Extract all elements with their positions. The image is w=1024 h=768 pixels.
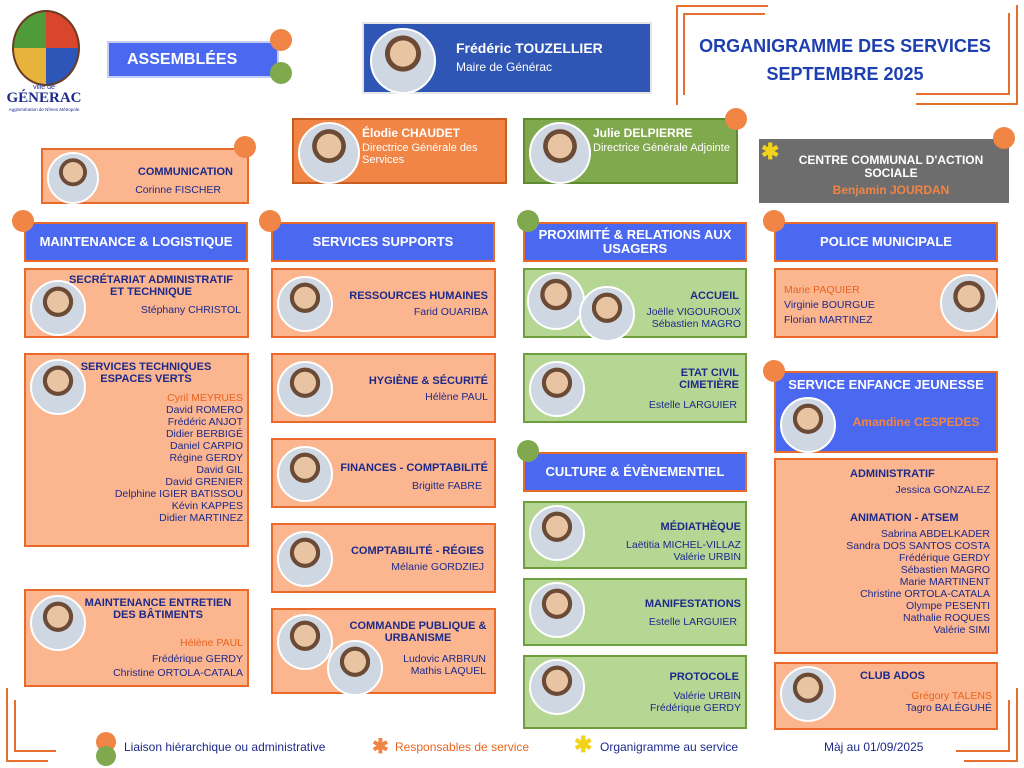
green-dot bbox=[270, 62, 292, 84]
rh-box bbox=[271, 268, 496, 338]
person-name: Didier MARTINEZ bbox=[159, 512, 243, 524]
commande-person-1: Ludovic ARBRUN bbox=[403, 653, 486, 665]
orange-dot bbox=[12, 210, 34, 232]
dgs-name: Élodie CHAUDET bbox=[362, 126, 461, 140]
commande-photo-2 bbox=[327, 640, 383, 696]
regies-photo bbox=[277, 531, 333, 587]
mediatheque-person-1: Laëtitia MICHEL-VILLAZ bbox=[626, 539, 741, 551]
orange-dot bbox=[993, 127, 1015, 149]
batiments-person-2: Christine ORTOLA-CATALA bbox=[113, 667, 243, 679]
page-title bbox=[680, 32, 1010, 88]
mayor-box bbox=[362, 22, 652, 94]
mediatheque-photo bbox=[529, 505, 585, 561]
commande-box bbox=[271, 608, 496, 694]
dgsa-box bbox=[523, 118, 738, 184]
person-name: Sabrina ABDELKADER bbox=[880, 528, 990, 540]
title-line2: SEPTEMBRE 2025 bbox=[766, 64, 924, 84]
techniques-lead: Cyril MEYRUES bbox=[167, 392, 243, 404]
person-name: Kévin KAPPES bbox=[171, 500, 243, 512]
police-box bbox=[774, 268, 998, 338]
batiments-lead: Hélène PAUL bbox=[180, 637, 243, 649]
mediatheque-title: MÉDIATHÈQUE bbox=[660, 521, 741, 533]
mayor-name: Frédéric TOUZELLIER bbox=[456, 40, 603, 56]
green-dot bbox=[517, 210, 539, 232]
accueil-person-1: Joëlle VIGOUROUX bbox=[646, 306, 741, 318]
person-name: Nathalie ROQUES bbox=[903, 612, 990, 624]
dgs-photo bbox=[298, 122, 360, 184]
etatcivil-title: ETAT CIVIL CIMETIÈRE bbox=[679, 367, 739, 391]
star-icon: ✱ bbox=[761, 139, 780, 164]
orange-dot bbox=[259, 210, 281, 232]
communication-title: COMMUNICATION bbox=[137, 166, 233, 178]
batiments-person-1: Frédérique GERDY bbox=[151, 653, 243, 665]
orange-dot bbox=[234, 136, 256, 158]
finances-title: FINANCES - COMPTABILITÉ bbox=[340, 462, 488, 474]
accueil-person-2: Sébastien MAGRO bbox=[651, 318, 741, 330]
secretariat-person: Stéphany CHRISTOL bbox=[140, 304, 241, 316]
communication-photo bbox=[47, 152, 99, 204]
batiments-box bbox=[24, 589, 249, 687]
hygiene-person: Hélène PAUL bbox=[425, 391, 488, 403]
rh-person: Farid OUARIBA bbox=[413, 306, 488, 318]
admin-person: Jessica GONZALEZ bbox=[895, 484, 990, 496]
logo-city: GÉNERAC bbox=[6, 90, 82, 106]
header-maintenance: MAINTENANCE & LOGISTIQUE bbox=[24, 222, 248, 262]
batiments-title: MAINTENANCE ENTRETIEN DES BÂTIMENTS bbox=[84, 597, 232, 621]
person-name: Didier BERBIGÉ bbox=[165, 428, 243, 440]
person-name: Christine ORTOLA-CATALA bbox=[860, 588, 990, 600]
assemblies-label: ASSEMBLÉES bbox=[127, 50, 238, 68]
techniques-title: SERVICES TECHNIQUES ESPACES VERTS bbox=[80, 361, 212, 385]
animation-title: ANIMATION - ATSEM bbox=[850, 512, 959, 524]
police-person-2: Florian MARTINEZ bbox=[784, 314, 873, 326]
person-name: Régine GERDY bbox=[169, 452, 243, 464]
hygiene-title: HYGIÈNE & SÉCURITÉ bbox=[368, 375, 488, 387]
finances-box bbox=[271, 438, 496, 508]
etatcivil-person: Estelle LARGUIER bbox=[648, 399, 737, 411]
person-name: Sandra DOS SANTOS COSTA bbox=[846, 540, 990, 552]
communication-person: Corinne FISCHER bbox=[135, 184, 221, 196]
mayor-photo bbox=[370, 28, 436, 94]
accueil-title: ACCUEIL bbox=[690, 290, 739, 302]
green-dot bbox=[517, 440, 539, 462]
regies-title: COMPTABILITÉ - RÉGIES bbox=[350, 545, 484, 557]
ados-box bbox=[774, 662, 998, 730]
dgsa-role: Directrice Générale Adjointe bbox=[593, 142, 730, 154]
person-name: David GRENIER bbox=[165, 476, 243, 488]
star-icon: ✱ bbox=[372, 736, 389, 758]
police-person-1: Virginie BOURGUE bbox=[784, 299, 875, 311]
person-name: Frédérique GERDY bbox=[898, 552, 990, 564]
ccas-title: CENTRE COMMUNAL D'ACTION SOCIALE bbox=[798, 153, 984, 180]
dgsa-name: Julie DELPIERRE bbox=[593, 126, 693, 140]
ados-person-1: Tagro BALÉGUHÉ bbox=[905, 702, 992, 714]
person-name: Olympe PESENTI bbox=[905, 600, 990, 612]
star-icon: ✱ bbox=[574, 732, 593, 757]
protocole-title: PROTOCOLE bbox=[669, 671, 739, 683]
legend-date: Màj au 01/09/2025 bbox=[824, 740, 924, 754]
header-police: POLICE MUNICIPALE bbox=[774, 222, 998, 262]
commande-photo-1 bbox=[277, 614, 333, 670]
protocole-person-1: Valérie URBIN bbox=[673, 690, 741, 702]
accueil-box bbox=[523, 268, 747, 338]
ccas-lead: Benjamin JOURDAN bbox=[832, 183, 950, 197]
protocole-photo bbox=[529, 659, 585, 715]
secretariat-box bbox=[24, 268, 249, 338]
commande-title: COMMANDE PUBLIQUE & URBANISME bbox=[349, 620, 487, 644]
regies-box bbox=[271, 523, 496, 593]
etatcivil-photo bbox=[529, 361, 585, 417]
ccas-box bbox=[759, 139, 1009, 203]
police-photo bbox=[940, 274, 998, 332]
assemblies-box bbox=[107, 41, 279, 78]
person-name: Marie MARTINENT bbox=[899, 576, 990, 588]
mayor-role: Maire de Générac bbox=[456, 60, 553, 74]
protocole-person-2: Frédérique GERDY bbox=[649, 702, 741, 714]
hygiene-box bbox=[271, 353, 496, 423]
title-line1: ORGANIGRAMME DES SERVICES bbox=[699, 36, 991, 56]
frame-line bbox=[14, 700, 56, 752]
manifestations-person: Estelle LARGUIER bbox=[648, 616, 737, 628]
logo-prefix: ville de bbox=[33, 84, 55, 91]
header-supports: SERVICES SUPPORTS bbox=[271, 222, 495, 262]
protocole-box bbox=[523, 655, 747, 729]
mediatheque-person-2: Valérie URBIN bbox=[673, 551, 741, 563]
orange-dot bbox=[725, 108, 747, 130]
admin-animation-box bbox=[774, 458, 998, 654]
enfance-box bbox=[774, 371, 998, 453]
manifestations-title: MANIFESTATIONS bbox=[644, 598, 741, 610]
header-culture: CULTURE & ÉVÈNEMENTIEL bbox=[523, 452, 747, 492]
orange-dot bbox=[270, 29, 292, 51]
rh-photo bbox=[277, 276, 333, 332]
ados-lead: Grégory TALENS bbox=[911, 690, 992, 702]
admin-title: ADMINISTRATIF bbox=[850, 468, 935, 480]
legend-org: Organigramme au service bbox=[600, 740, 739, 754]
regies-person: Mélanie GORDZIEJ bbox=[391, 561, 484, 573]
person-name: Sébastien MAGRO bbox=[900, 564, 990, 576]
communication-box bbox=[41, 148, 249, 204]
techniques-box bbox=[24, 353, 249, 547]
header-proximite: PROXIMITÉ & RELATIONS AUX USAGERS bbox=[523, 222, 747, 262]
animation-people bbox=[846, 528, 990, 636]
police-lead: Marie PAQUIER bbox=[784, 284, 860, 296]
dgsa-photo bbox=[529, 122, 591, 184]
mediatheque-box bbox=[523, 501, 747, 569]
orange-dot bbox=[763, 360, 785, 382]
person-name: Frédéric ANJOT bbox=[167, 416, 243, 428]
dgs-box bbox=[292, 118, 507, 184]
header-enfance: SERVICE ENFANCE JEUNESSE bbox=[788, 377, 984, 392]
ados-title: CLUB ADOS bbox=[860, 670, 925, 682]
rh-title: RESSOURCES HUMAINES bbox=[349, 290, 488, 302]
person-name: Daniel CARPIO bbox=[170, 440, 243, 452]
finances-photo bbox=[277, 446, 333, 502]
orange-dot bbox=[763, 210, 785, 232]
techniques-people bbox=[115, 404, 243, 524]
legend-resp: Responsables de service bbox=[395, 740, 530, 754]
enfance-lead: Amandine CESPEDES bbox=[852, 415, 980, 429]
accueil-photo-2 bbox=[579, 286, 635, 342]
manifestations-photo bbox=[529, 582, 585, 638]
enfance-photo bbox=[780, 397, 836, 453]
accueil-photo-1 bbox=[527, 272, 585, 330]
finances-person: Brigitte FABRE bbox=[411, 480, 482, 492]
commande-person-2: Mathis LAQUEL bbox=[410, 665, 486, 677]
person-name: Delphine IGIER BATISSOU bbox=[114, 488, 243, 500]
hygiene-photo bbox=[277, 361, 333, 417]
manifestations-box bbox=[523, 578, 747, 646]
ados-photo bbox=[780, 666, 836, 722]
city-logo bbox=[6, 6, 82, 114]
etatcivil-box bbox=[523, 353, 747, 423]
secretariat-title: SECRÉTARIAT ADMINISTRATIF ET TECHNIQUE bbox=[69, 274, 233, 298]
person-name: David GIL bbox=[196, 464, 243, 476]
dgs-role: Directrice Générale des Services bbox=[362, 142, 478, 166]
coat-of-arms-icon bbox=[12, 10, 80, 86]
logo-sub: Agglomération de Nîmes Métropole bbox=[8, 107, 80, 112]
person-name: David ROMERO bbox=[165, 404, 243, 416]
green-dot bbox=[96, 746, 116, 766]
legend-link: Liaison hiérarchique ou administrative bbox=[124, 740, 326, 754]
person-name: Valérie SIMI bbox=[933, 624, 990, 636]
